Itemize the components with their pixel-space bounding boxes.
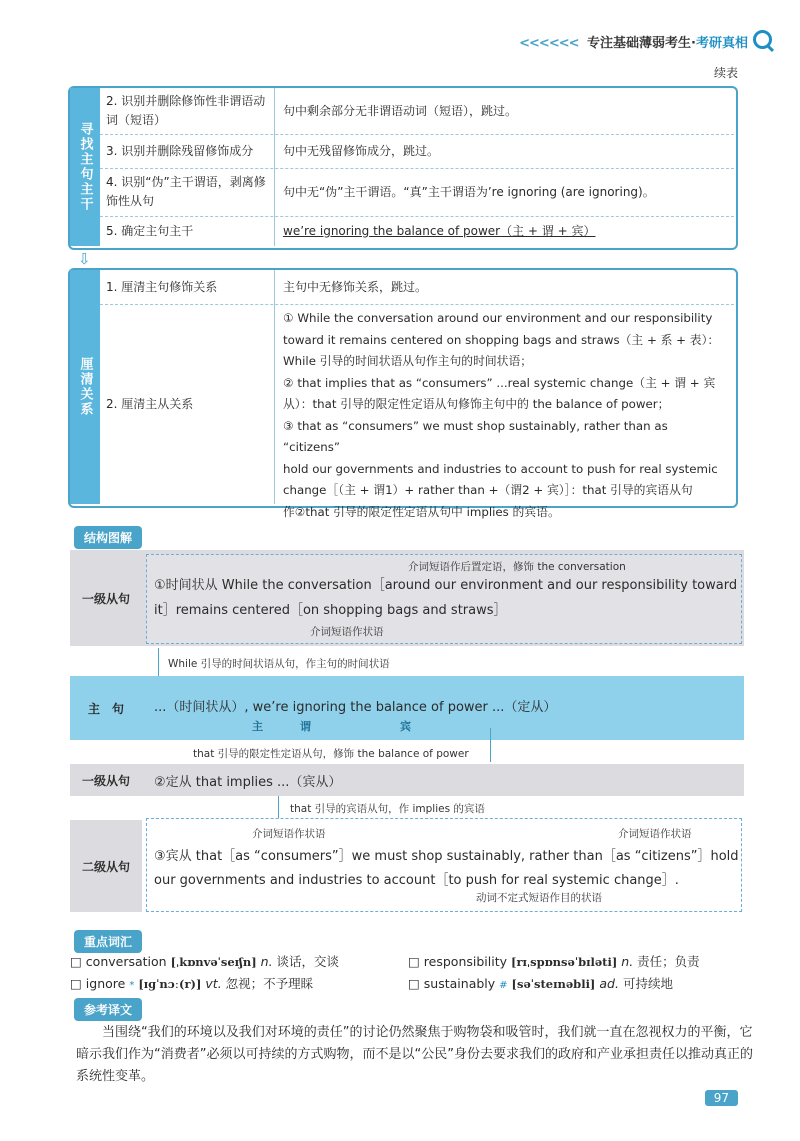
table-row — [100, 168, 734, 217]
vocab-meaning: 责任；负责 — [637, 954, 700, 969]
main-sub-subject: 主 — [252, 720, 263, 733]
lvl1-label: 一级从句 — [81, 591, 130, 606]
analysis-line: While 引导的时间状语从句作主句的时间状语； — [283, 354, 533, 368]
vocab-item — [70, 974, 313, 992]
header-title: 专注基础薄弱考生· — [587, 36, 696, 51]
table-row — [100, 270, 734, 305]
arrow-line — [278, 796, 279, 820]
lvl1b-label: 一级从句 — [81, 773, 130, 788]
arrow-line — [490, 728, 491, 762]
row-right — [275, 304, 734, 519]
analysis-line: change［（主 + 谓1）+ rather than +（谓2 + 宾）］：that 引导的宾语从句 — [283, 483, 693, 497]
translation-text: 当围绕“我们的环境以及我们对环境的责任”的讨论仍然聚焦于购物袋和吸管时，我们就一直在忽视权力的平衡，它暗示我们作为“消费者”必须以可持续的方式购物，而不是以“公民”身份去要求我们的政府和产业承担责任以推动真正的系统性变革。 — [76, 1025, 753, 1084]
analysis-line: 从）：that 引导的限定性定语从句修饰主句中的 the balance of power； — [283, 397, 670, 411]
main-sub-object: 宾 — [400, 720, 411, 733]
page-number: 97 — [705, 1090, 738, 1106]
header-title-accent: 考研真相 — [695, 36, 748, 51]
row-left: 3. 识别并删除残留修饰成分 — [100, 134, 275, 168]
vocab-tag: 重点词汇 — [74, 930, 142, 953]
search-icon — [753, 30, 772, 49]
step2-side-label: 厘清关系 — [70, 270, 100, 504]
lvl1-line2: it］remains centered［on shopping bags and straws］ — [154, 603, 507, 618]
step1-side-label: 寻找主句主干 — [70, 88, 100, 246]
star-icon: # — [499, 980, 508, 991]
main-line: ...（时间状从）, we’re ignoring the balance of power ...（定从） — [154, 700, 557, 715]
table-row — [100, 304, 734, 519]
star-icon: * — [129, 980, 135, 991]
table-row — [100, 216, 734, 246]
vocab-phonetic: [səˈsteɪnəbli] — [511, 977, 596, 991]
vocab-item — [408, 952, 700, 970]
vocab-phonetic: [ˌkɒnvəˈseɪʃn] — [170, 955, 257, 969]
row-right: we’re ignoring the balance of power（主 + 谓 + 宾） — [283, 223, 596, 238]
row-right: 主句中无修饰关系，跳过。 — [283, 279, 428, 294]
lvl2-note-a: 介词短语作状语 — [252, 828, 326, 840]
checkbox-icon: □ — [408, 976, 420, 991]
vocab-word: sustainably — [423, 976, 496, 991]
while-note: While 引导的时间状语从句，作主句的时间状语 — [168, 658, 390, 670]
running-header — [519, 32, 748, 51]
analysis-line: ③ that as “consumers” we must shop sustainably, rather than as “citizens” — [283, 418, 668, 454]
row-left: 5. 确定主句主干 — [100, 216, 275, 246]
structure-tag: 结构图解 — [74, 526, 142, 549]
translation-tag: 参考译文 — [74, 998, 142, 1021]
down-arrow-icon: ⇩ — [78, 250, 91, 268]
lvl1-note-bottom: 介词短语作状语 — [310, 626, 384, 638]
analysis-line: toward it remains centered on shopping bags and straws（主 + 系 + 表）： — [283, 332, 720, 347]
vocab-meaning: 谈话，交谈 — [276, 954, 340, 969]
lvl2-line1: ③宾从 that［as “consumers”］we must shop sustainably, rather than［as “citizens”］hold — [154, 849, 739, 864]
main-label: 主 句 — [87, 701, 124, 716]
row-left: 1. 厘清主句修饰关系 — [100, 270, 275, 304]
vocab-pos: vt. — [205, 976, 222, 991]
table-row — [100, 134, 734, 169]
row-right: 句中剩余部分无非谓语动词（短语），跳过。 — [283, 103, 518, 118]
row-right: 句中无“伪”主干谓语。“真”主干谓语为’re ignoring (are ignoring)。 — [283, 184, 655, 199]
vocab-word: ignore — [85, 976, 126, 991]
vocab-word: conversation — [85, 954, 167, 969]
analysis-line: ① While the conversation around our environment and our responsibility — [283, 311, 713, 325]
lvl1b-line: ②定从 that implies ...（宾从） — [154, 775, 342, 790]
vocab-phonetic: [rɪˌspɒnsəˈbɪləti] — [511, 955, 618, 969]
vocab-word: responsibility — [423, 954, 508, 969]
row-left: 2. 识别并删除修饰性非谓语动词（短语） — [100, 88, 275, 134]
analysis-line: hold our governments and industries to account to push for real systemic — [283, 461, 718, 476]
main-sub-verb: 谓 — [300, 720, 311, 733]
checkbox-icon: □ — [408, 954, 420, 969]
header-arrows: <<<<<< — [519, 36, 579, 51]
vocab-pos: n. — [621, 954, 634, 969]
vocab-phonetic: [ɪɡˈnɔː(r)] — [138, 977, 202, 991]
vocab-item — [408, 974, 673, 992]
lvl2-line2: our governments and industries to account［to push for real systemic change］. — [154, 873, 679, 888]
lvl1-line1: ①时间状从 While the conversation［around our environment and our responsibility toward — [154, 578, 738, 593]
continued-label: 续表 — [713, 66, 738, 80]
obj-note: that 引导的宾语从句，作 implies 的宾语 — [290, 803, 485, 815]
table-row — [100, 88, 734, 135]
row-right: 句中无残留修饰成分，跳过。 — [283, 143, 440, 158]
lvl2-note-c: 动词不定式短语作目的状语 — [476, 892, 602, 904]
analysis-line: ② that implies that as “consumers” ...real systemic change（主 + 谓 + 宾 — [283, 375, 716, 390]
row-left: 4. 识别“伪”主干谓语，剥离修饰性从句 — [100, 168, 275, 216]
that-note: that 引导的限定性定语从句，修饰 the balance of power — [193, 748, 469, 760]
lvl2-label: 二级从句 — [81, 859, 130, 874]
vocab-meaning: 可持续地 — [622, 976, 673, 991]
vocab-pos: ad. — [599, 976, 619, 991]
lvl2-note-b: 介词短语作状语 — [618, 828, 692, 840]
checkbox-icon: □ — [70, 976, 82, 991]
vocab-item — [70, 952, 339, 970]
checkbox-icon: □ — [70, 954, 82, 969]
vocab-meaning: 忽视；不予理睬 — [225, 976, 314, 991]
row-left: 2. 厘清主从关系 — [100, 304, 275, 504]
lvl1-note-top: 介词短语作后置定语，修饰 the conversation — [408, 561, 626, 573]
vocab-pos: n. — [260, 954, 273, 969]
analysis-line: 作②that 引导的限定性定语从句中 implies 的宾语。 — [283, 504, 560, 519]
